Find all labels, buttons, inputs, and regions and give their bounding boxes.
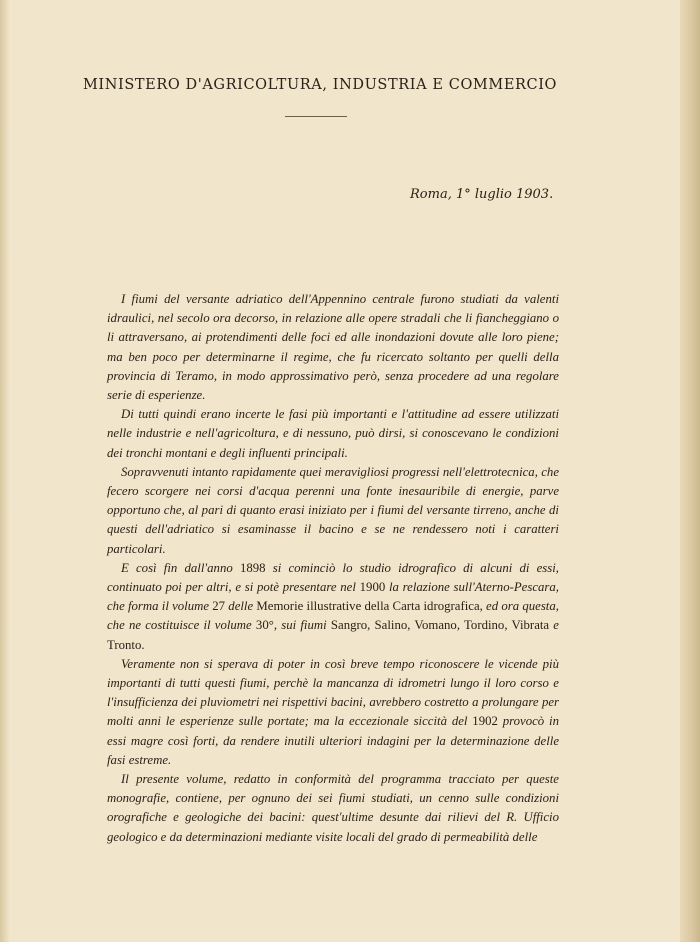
- text-run: I fiumi del versante adriatico dell'Appennino centrale furono studiati da valenti idraulici, nel secolo ora decorso, in relazione alle opere stradali che li fiancheggiano o li attraversano, ai protendimenti delle foci ed alle inondazioni dovute alle loro piene; ma ben poco per determinarne il regime, che fu ricercato soltanto per quelli della provincia di Teramo, in modo approssimativo però, senza procedere ad una regolare serie di esperienze.: [107, 292, 559, 403]
- dateline: Roma, 1° luglio 1903.: [410, 187, 554, 202]
- text-run: Tronto.: [107, 637, 145, 652]
- body-paragraph: [107, 770, 559, 847]
- text-run: Di tutti quindi erano incerte le fasi più importanti e l'attitudine ad essere utilizzati nelle industrie e nell'agricoltura, e di nessuno, può dirsi, si conoscevano le condizioni dei tronchi montani e degli influenti principali.: [107, 407, 559, 460]
- body-paragraph: [107, 463, 559, 559]
- body-paragraph: [107, 559, 559, 655]
- body-paragraph: [107, 290, 559, 405]
- text-run: ed ora questa, che ne costituisce il volume: [107, 599, 559, 633]
- text-run: 27: [212, 599, 226, 614]
- text-run: Sopravvenuti intanto rapidamente quei meravigliosi progressi nell'elettrotecnica, che fecero scorgere nei corsi d'acqua perenni una fonte inesauribile di energie, parve opportuno che, al pari di quanto erasi iniziato per i fiumi del versante tirreno, anche di questi dell'adriatico si esaminasse il bacino e se ne rendessero noti i caratteri particolari.: [107, 464, 559, 556]
- body-paragraph: [107, 655, 559, 770]
- heading-rule: [285, 116, 347, 117]
- text-run: Sangro, Salino, Vomano, Tordino, Vibrata: [330, 618, 550, 633]
- text-run: 1902: [472, 714, 498, 729]
- text-run: 1900: [359, 580, 386, 595]
- text-run: E così fin dall'anno: [121, 560, 240, 575]
- text-run: sui fiumi: [277, 618, 331, 633]
- page-gutter-shadow: [0, 0, 10, 942]
- text-run: si cominciò lo studio idrografico di alcuni di essi, continuato poi per altri, e si potè presentare nel: [107, 560, 559, 595]
- text-run: la relazione sull'Aterno-Pescara, che forma il volume: [107, 580, 559, 614]
- body-paragraph: [107, 405, 559, 463]
- text-run: Veramente non si sperava di poter in così breve tempo riconoscere le vicende più importanti di tutti questi fiumi, perchè la mancanza di idrometri lungo il loro corso e l'insufficienza dei pluviometri nei rispettivi bacini, avrebbero costretto a prolungare per molti anni le esperienze sulle portate; ma la eccezionale siccità del: [107, 656, 559, 729]
- text-run: 1898: [239, 560, 266, 575]
- text-run: Il presente volume, redatto in conformità del programma tracciato per queste monografie, contiene, per ognuno dei sei fiumi studiati, un cenno sulle condizioni orografiche e geologiche dei bacini: quest'ultime desunte dai rilievi del R. Ufficio geologico e da determinazioni mediante visite locali del grado di permeabilità delle: [107, 772, 559, 844]
- text-run: e: [549, 618, 559, 633]
- page-edge: [680, 0, 700, 942]
- ministry-heading: MINISTERO D'AGRICOLTURA, INDUSTRIA E COMMERCIO: [82, 77, 558, 93]
- text-run: provocò in essi magre così forti, da rendere inutili ulteriori indagini per la determinazione delle fasi estreme.: [107, 714, 559, 767]
- text-run: delle: [225, 599, 257, 614]
- text-run: 30°,: [255, 618, 278, 633]
- text-run: Memorie illustrative della Carta idrografica,: [256, 599, 483, 614]
- body-text: [107, 290, 559, 847]
